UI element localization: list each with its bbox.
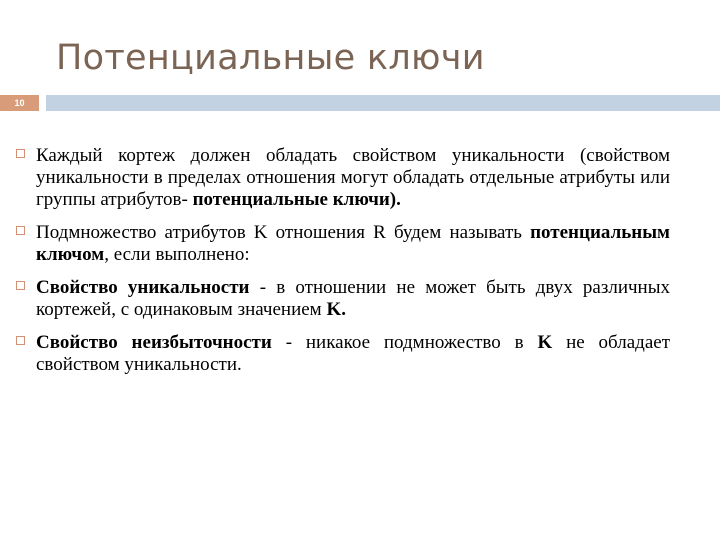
square-bullet-icon (16, 336, 25, 345)
bullet-text-segment: Подмножество атрибутов K отношения R будем называть (36, 222, 531, 243)
bullet-item-2 (16, 222, 670, 266)
bullet-text-segment: - никакое подмножество в (271, 332, 538, 353)
bullet-list (16, 145, 670, 387)
bullet-bold-term: Свойство уникальности (36, 277, 250, 298)
bullet-text (36, 145, 670, 211)
bullet-bold-term: Свойство неизбыточности (36, 332, 272, 353)
header-bar (46, 95, 720, 111)
bullet-text (36, 332, 670, 376)
bullet-text-segment: Каждый кортеж должен обладать свойством уникальности (свойством уникальности в пределах отношения могут обладать отдельные атрибуты или группы атрибутов- (36, 145, 670, 210)
bullet-item-4 (16, 332, 670, 376)
bullet-text (36, 277, 670, 321)
bullet-text-segment: не обладает свойством уникальности. (36, 332, 671, 375)
square-bullet-icon (16, 149, 25, 158)
bullet-bold-term: K (537, 332, 553, 353)
bullet-bold-term: K. (326, 299, 346, 320)
slide-title: Потенциальные ключи (56, 38, 485, 78)
square-bullet-icon (16, 226, 25, 235)
slide-number: 10 (14, 98, 25, 108)
bullet-bold-term: потенциальные ключи). (192, 189, 401, 210)
bullet-bold-term: потенциальным ключом (36, 222, 670, 265)
bullet-text-segment: , если выполнено: (104, 244, 250, 265)
bullet-item-3 (16, 277, 670, 321)
bullet-text (36, 222, 670, 266)
bullet-item-1 (16, 145, 670, 211)
square-bullet-icon (16, 281, 25, 290)
bullet-text-segment: - в отношении не может быть двух различных кортежей, с одинаковым значением (36, 277, 670, 320)
